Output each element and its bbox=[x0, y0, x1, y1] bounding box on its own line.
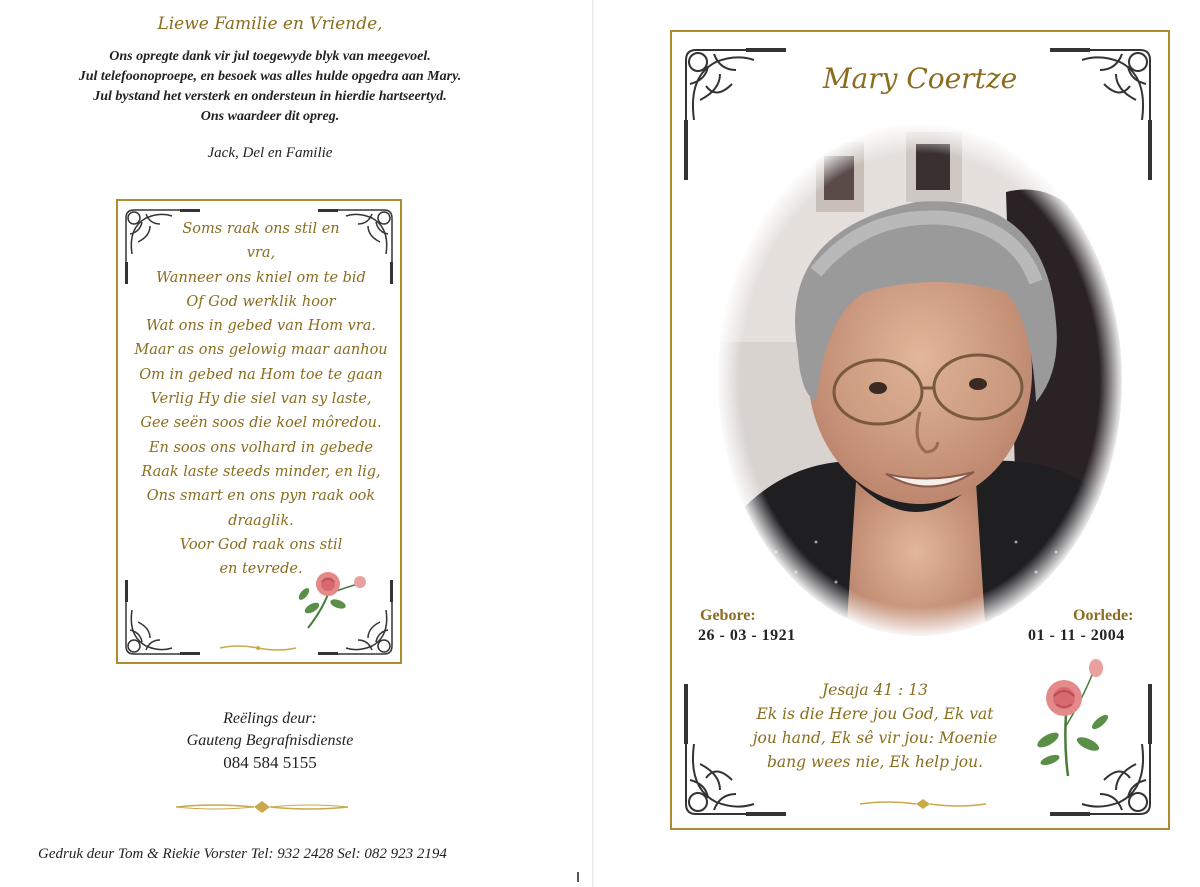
poem-line: draaglik. bbox=[228, 512, 294, 529]
verse-line: jou hand, Ek sê vir jou: Moenie bbox=[752, 729, 998, 747]
deceased-name: Mary Coertze bbox=[822, 62, 1018, 95]
poem-line: Verlig Hy die siel van sy laste, bbox=[150, 391, 372, 408]
rose-icon bbox=[1028, 656, 1120, 780]
poem-line: Maar as ons gelowig maar aanhou bbox=[134, 342, 388, 359]
verse-line: Ek is die Here jou God, Ek vat bbox=[756, 705, 994, 723]
family-signoff: Jack, Del en Familie bbox=[207, 145, 333, 161]
poem-line: Gee seën soos die koel môredou. bbox=[140, 415, 382, 432]
flourish-divider-icon bbox=[218, 643, 298, 653]
died-date: 01 - 11 - 2004 bbox=[1028, 627, 1125, 644]
thanks-line: Jul bystand het versterk en ondersteun in hierdie hartseertyd. bbox=[93, 89, 447, 104]
portrait-photo bbox=[716, 122, 1124, 638]
funeral-phone: 084 584 5155 bbox=[223, 753, 317, 772]
poem-line: Voor God raak ons stil bbox=[179, 536, 343, 553]
poem-line: Soms raak ons stil en bbox=[182, 221, 340, 237]
poem-line: en tevrede. bbox=[219, 561, 303, 578]
funeral-company: Gauteng Begrafnisdienste bbox=[186, 732, 354, 749]
arrangements-label: Reëlings deur: bbox=[223, 710, 317, 727]
greeting-heading: Liewe Familie en Vriende, bbox=[157, 14, 383, 34]
poem-line: Of God werklik hoor bbox=[186, 293, 336, 310]
thanks-line: Jul telefoonoproepe, en besoek was alles hulde opgedra aan Mary. bbox=[78, 69, 462, 84]
verse-line: bang wees nie, Ek help jou. bbox=[766, 753, 984, 771]
poem-line: Om in gebed na Hom toe te gaan bbox=[139, 366, 383, 383]
flourish-divider-icon bbox=[174, 799, 350, 815]
poem-line: Ons smart en ons pyn raak ook bbox=[146, 488, 376, 505]
died-label: Oorlede: bbox=[1073, 607, 1134, 624]
flourish-divider-icon bbox=[858, 797, 988, 811]
poem-line: Wat ons in gebed van Hom vra. bbox=[146, 318, 376, 335]
printer-credit: Gedruk deur Tom & Riekie Vorster Tel: 932 2428 Sel: 082 923 2194 bbox=[38, 846, 447, 862]
arrangements bbox=[110, 708, 430, 774]
thanks-message bbox=[40, 47, 500, 127]
born-date: 26 - 03 - 1921 bbox=[698, 627, 796, 644]
born-label: Gebore: bbox=[700, 607, 756, 624]
thanks-line: Ons opregte dank vir jul toegewyde blyk van meegevoel. bbox=[109, 49, 431, 64]
rose-icon bbox=[288, 560, 372, 632]
poem-line: Wanneer ons kniel om te bid bbox=[156, 269, 366, 286]
poem bbox=[118, 217, 404, 581]
fold-mark bbox=[577, 872, 579, 882]
corner-ornament-icon bbox=[120, 580, 200, 660]
poem-line: En soos ons volhard in gebede bbox=[148, 439, 374, 456]
scripture-verse bbox=[730, 678, 1020, 774]
poem-line: vra, bbox=[246, 245, 276, 262]
poem-line: Raak laste steeds minder, en lig, bbox=[141, 463, 381, 480]
verse-reference: Jesaja 41 : 13 bbox=[821, 681, 929, 699]
thanks-line: Ons waardeer dit opreg. bbox=[200, 109, 340, 124]
page-fold bbox=[592, 0, 594, 887]
